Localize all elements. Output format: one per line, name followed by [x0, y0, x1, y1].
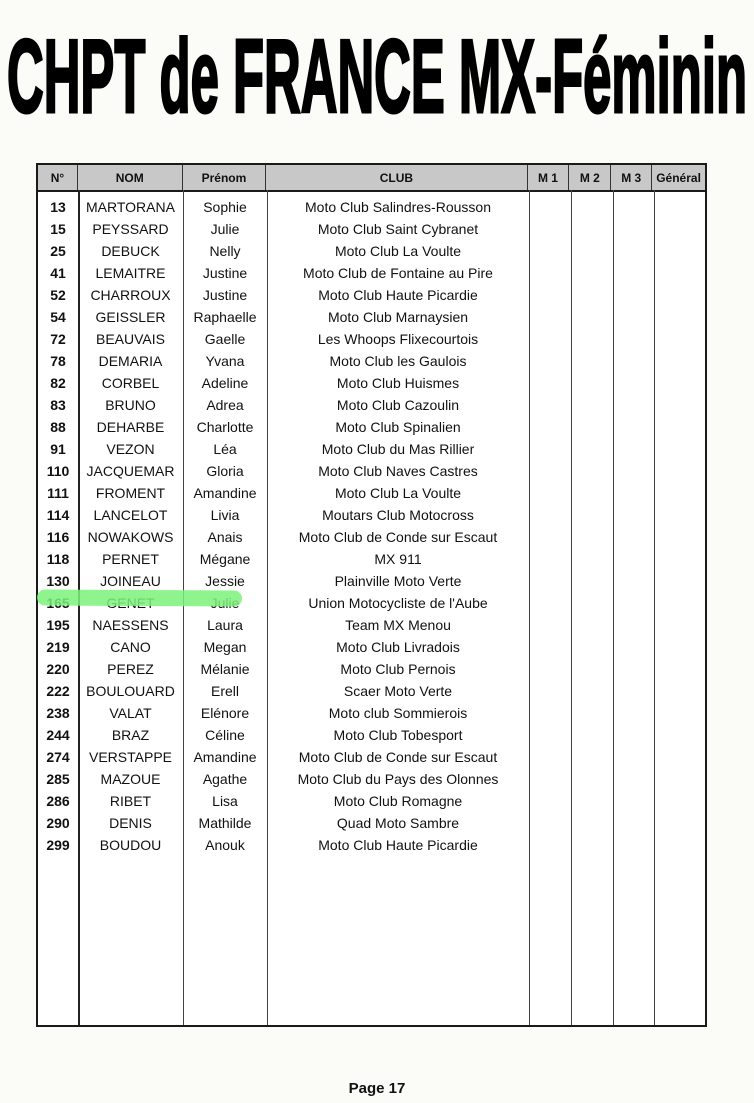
rider-surname: BOUDOU [99, 837, 162, 853]
rider-club: Moto Club de Conde sur Escaut [298, 749, 498, 765]
rider-number: 54 [50, 309, 66, 325]
rider-number: 114 [46, 507, 70, 523]
table-row [38, 746, 705, 768]
header-num: N° [38, 165, 78, 190]
table-row [38, 834, 705, 856]
rider-firstname: Laura [207, 617, 243, 633]
rider-surname: DEHARBE [96, 419, 165, 435]
table-row [38, 570, 705, 592]
table-row [38, 262, 705, 284]
table-row [38, 218, 705, 240]
rider-firstname: Gaelle [204, 331, 246, 347]
rider-number: 219 [46, 639, 70, 655]
rider-firstname: Agathe [202, 771, 248, 787]
rider-surname: DENIS [109, 815, 152, 831]
rider-club: Team MX Menou [345, 617, 451, 633]
rider-number: 78 [50, 353, 66, 369]
table-row [38, 812, 705, 834]
rider-number: 118 [46, 551, 70, 567]
table-row [38, 240, 705, 262]
rider-club: Moto Club Tobesport [333, 727, 463, 743]
table-row [38, 306, 705, 328]
rider-firstname: Charlotte [196, 419, 254, 435]
header-general: Général [656, 170, 701, 185]
rider-number: 244 [46, 727, 70, 743]
rider-number: 41 [50, 265, 66, 281]
rider-club: MX 911 [374, 551, 422, 567]
rider-surname: VEZON [106, 441, 155, 457]
rider-club: Les Whoops Flixecourtois [317, 331, 479, 347]
rider-firstname: Amandine [193, 749, 257, 765]
rider-firstname: Léa [213, 441, 237, 457]
rider-firstname: Anouk [205, 837, 245, 853]
rider-firstname: Sophie [203, 199, 247, 215]
rider-surname: BRAZ [111, 727, 150, 743]
rider-firstname: Gloria [206, 463, 244, 479]
rider-club: Moto Club La Voulte [334, 485, 462, 501]
rider-club: Moutars Club Motocross [322, 507, 474, 523]
rider-club: Moto Club Haute Picardie [318, 287, 478, 303]
rider-firstname: Elénore [200, 705, 250, 721]
table-body [38, 196, 705, 856]
table-row [38, 438, 705, 460]
rider-surname: VALAT [109, 705, 152, 721]
table-row [38, 614, 705, 636]
rider-surname: BRUNO [105, 397, 156, 413]
rider-firstname: Mégane [199, 551, 251, 567]
rider-surname: BEAUVAIS [96, 331, 165, 347]
rider-number: 91 [50, 441, 66, 457]
rider-club: Plainville Moto Verte [334, 573, 462, 589]
rider-number: 222 [46, 683, 70, 699]
rider-number: 110 [46, 463, 70, 479]
header-m3: M 3 [611, 165, 652, 190]
rider-surname: LEMAITRE [95, 265, 166, 281]
rider-firstname: Justine [202, 287, 248, 303]
rider-number: 195 [46, 617, 70, 633]
rider-firstname: Julie [210, 221, 240, 237]
table-row [38, 284, 705, 306]
rider-surname: DEBUCK [101, 243, 160, 259]
rider-firstname: Amandine [193, 485, 257, 501]
header-m1: M 1 [528, 165, 570, 190]
rider-surname: GEISSLER [95, 309, 166, 325]
rider-surname: VERSTAPPE [89, 749, 172, 765]
rider-club: Scaer Moto Verte [343, 683, 453, 699]
rider-surname: NAESSENS [92, 617, 169, 633]
rider-club: Moto Club Saint Cybranet [317, 221, 479, 237]
table-row [38, 680, 705, 702]
rider-club: Moto Club les Gaulois [329, 353, 467, 369]
rider-surname: PEREZ [107, 661, 154, 677]
header-prenom: Prénom [183, 165, 267, 190]
rider-number: 299 [46, 837, 70, 853]
rider-surname: LANCELOT [93, 507, 168, 523]
rider-firstname: Adeline [201, 375, 249, 391]
rider-number: 220 [46, 661, 70, 677]
rider-club: Moto Club Huismes [336, 375, 460, 391]
rider-number: 25 [50, 243, 66, 259]
header-m2: M 2 [569, 165, 611, 190]
table-row [38, 768, 705, 790]
table-row [38, 482, 705, 504]
rider-club: Moto Club Spinalien [335, 419, 461, 435]
table-row [38, 658, 705, 680]
rider-surname: PERNET [102, 551, 159, 567]
rider-club: Moto Club Haute Picardie [318, 837, 478, 853]
rider-firstname: Erell [210, 683, 239, 699]
rider-firstname: Justine [202, 265, 248, 281]
rider-club: Moto Club Salindres-Rousson [305, 199, 491, 215]
rider-surname: CANO [110, 639, 151, 655]
table-row [38, 724, 705, 746]
rider-firstname: Céline [205, 727, 245, 743]
rider-surname: BOULOUARD [86, 683, 175, 699]
rider-firstname: Yvana [205, 353, 245, 369]
rider-club: Moto Club du Pays des Olonnes [297, 771, 499, 787]
rider-firstname: Mathilde [198, 815, 252, 831]
table-row [38, 504, 705, 526]
highlighter-mark [37, 589, 242, 606]
rider-surname: DEMARIA [98, 353, 163, 369]
rider-firstname: Anais [207, 529, 243, 545]
rider-surname: CHARROUX [90, 287, 171, 303]
rider-firstname: Lisa [212, 793, 238, 809]
rider-number: 116 [46, 529, 70, 545]
rider-club: Union Motocycliste de l'Aube [308, 595, 488, 611]
table-row [38, 526, 705, 548]
rider-firstname: Megan [203, 639, 247, 655]
rider-number: 88 [50, 419, 66, 435]
rider-surname: NOWAKOWS [87, 529, 174, 545]
rider-firstname: Nelly [209, 243, 241, 259]
rider-firstname: Livia [210, 507, 240, 523]
rider-number: 238 [46, 705, 70, 721]
page-title [0, 0, 754, 130]
rider-club: Moto Club Pernois [340, 661, 456, 677]
table-row [38, 636, 705, 658]
page-number: Page 17 [348, 1080, 406, 1097]
table-row [38, 548, 705, 570]
header-club: CLUB [266, 165, 527, 190]
rider-club: Moto Club Romagne [333, 793, 463, 809]
rider-club: Moto Club Naves Castres [318, 463, 478, 479]
svg-text:CHPT de FRANCE MX-Féminin: CHPT de FRANCE MX-Féminin [7, 19, 747, 130]
rider-firstname: Mélanie [200, 661, 250, 677]
rider-number: 130 [46, 573, 70, 589]
rider-surname: RIBET [109, 793, 152, 809]
rider-number: 111 [47, 485, 69, 501]
rider-number: 82 [50, 375, 66, 391]
rider-club: Moto Club du Mas Rillier [321, 441, 475, 457]
rider-surname: PEYSSARD [92, 221, 169, 237]
rider-club: Moto club Sommierois [328, 705, 468, 721]
rider-surname: FROMENT [95, 485, 166, 501]
table-row [38, 394, 705, 416]
table-row [38, 790, 705, 812]
table-header [38, 165, 705, 192]
rider-number: 286 [46, 793, 70, 809]
rider-number: 290 [46, 815, 70, 831]
table-row [38, 702, 705, 724]
rider-number: 274 [46, 749, 70, 765]
table-row [38, 328, 705, 350]
rider-club: Moto Club de Fontaine au Pire [303, 265, 493, 281]
table-row [38, 196, 705, 218]
table-row [38, 350, 705, 372]
header-nom: NOM [78, 165, 183, 190]
rider-club: Moto Club de Conde sur Escaut [298, 529, 498, 545]
rider-firstname: Raphaelle [193, 309, 257, 325]
rider-surname: CORBEL [101, 375, 160, 391]
rider-club: Quad Moto Sambre [336, 815, 460, 831]
rider-club: Moto Club Cazoulin [336, 397, 460, 413]
rider-number: 285 [46, 771, 70, 787]
rider-surname: MARTORANA [86, 199, 175, 215]
table-row [38, 372, 705, 394]
rider-number: 15 [50, 221, 66, 237]
rider-number: 72 [50, 331, 66, 347]
rider-club: Moto Club Livradois [336, 639, 460, 655]
rider-number: 52 [50, 287, 66, 303]
rider-surname: MAZOUE [100, 771, 161, 787]
rider-firstname: Jessie [205, 573, 245, 589]
table-row [38, 460, 705, 482]
rider-firstname: Adrea [206, 397, 244, 413]
rider-number: 83 [50, 397, 66, 413]
table-row [38, 416, 705, 438]
rider-number: 13 [50, 199, 66, 215]
rider-surname: JOINEAU [100, 573, 161, 589]
rider-surname: JACQUEMAR [86, 463, 175, 479]
rider-club: Moto Club La Voulte [334, 243, 462, 259]
rider-club: Moto Club Marnaysien [327, 309, 469, 325]
